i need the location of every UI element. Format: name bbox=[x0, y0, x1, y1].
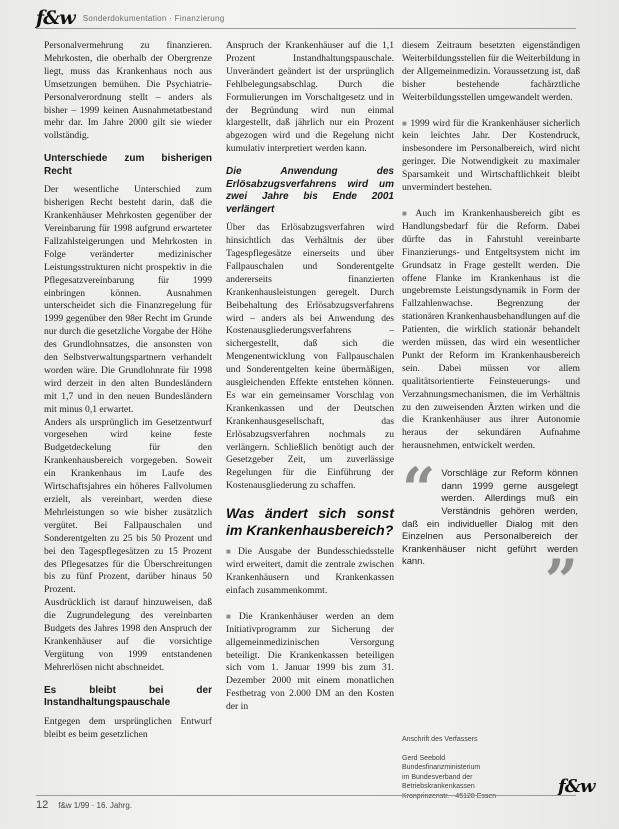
issue-label: f&w 1/99 · 16. Jahrg. bbox=[58, 800, 133, 810]
paragraph: Anspruch der Krankenhäuser auf die 1,1 Prozent Instandhaltungspauschale. Unverändert geändert ist der ursprünglich Fehlbelegungsabschlag. Durch die Formulierungen im Vorschaltgesetz und in der Begründung wird nun einmal klargestellt, daß jährlich nur ein Prozent abgezogen wird und die Regelung nicht kumulativ interpretiert werden kann. bbox=[226, 40, 394, 155]
section-heading: Es bleibt bei der Instandhaltungspauschale bbox=[44, 684, 212, 709]
paragraph-text: 1999 wird für die Krankenhäuser sicherlich kein leichtes Jahr. Der Kostendruck, insbesondere im Personalbereich, wird nicht geringer. Die Notwendigkeit zu maximaler Sparsamkeit und Wirtschaftlichkeit bleibt unvermindert bestehen. bbox=[402, 117, 580, 194]
major-heading: Was ändert sich sonst im Krankenhausbereich? bbox=[226, 505, 394, 538]
paragraph: diesem Zeitraum besetzten eigenständigen Weiterbildungsstellen für die Weiterbildung in der Allgemeinmedizin. Voraussetzung ist, daß bisher bestehende fachärztliche Weiterbildungsstellen umgewandelt werden. bbox=[402, 40, 580, 103]
pull-quote-text: Vorschläge zur Reform können dann 1999 gerne ausgelegt werden. Allerdings muß ein Verständnis gehören werden, daß ein individueller Dialog mit den Einzelnen aus Personalbereich der Krankenhäuser nicht geführt werden kann. bbox=[402, 467, 578, 567]
magazine-logo: f&w bbox=[36, 7, 75, 29]
paragraph-text: Auch im Krankenhausbereich gibt es Handlungsbedarf für die Reform. Dabei dürfte das in Fahrstuhl vereinbarte Finanzierungs- und Entgeltsystem nicht im Grundsatz in Frage gestellt werden. Die offene Flanke im Krankenhaus ist die ungebremste Leistungsdynamik in Form der Fallzahlenwachse. Begrenzung der stationären Krankenhausbehandlungen auf die Patienten, die wirklich stationär behandelt werden müssen, das wird ein wesentlicher Punkt der Reform im Krankenhausbereich sein. Dabei müssen vor allem qualitätsorientierte Feinsteuerungs- und Verzahnungsmechanismen, die im Verhältnis zu den zuweisenden Ärzten wirken und die die Krankenhäuser aus ihrer Autonomie heraus der sekundären Aufnahme herausnehmen, entwickelt werden. bbox=[402, 207, 580, 452]
bullet-paragraph bbox=[226, 546, 394, 598]
footer-logo: f&w bbox=[558, 776, 595, 797]
bullet-paragraph bbox=[226, 611, 394, 714]
author-box bbox=[402, 735, 542, 801]
text-column-1 bbox=[44, 40, 212, 742]
author-address-line: im Bundesverband der Betriebskrankenkassen bbox=[402, 773, 475, 790]
page-header bbox=[36, 8, 576, 29]
author-role-label: Anschrift des Verfassers bbox=[402, 736, 478, 743]
paragraph: Ausdrücklich ist darauf hinzuweisen, daß die Zugrundelegung des vereinbarten Budgets des Jahres 1998 den Anspruch der Krankenhäuser auf die vorsichtige Vergütung von 1999 entstandenen Mehrerlösen nicht abschneidet. bbox=[44, 597, 212, 673]
page-number: 12 bbox=[36, 799, 49, 811]
bullet-icon: ■ bbox=[226, 611, 236, 621]
paragraph: Entgegen dem ursprünglichen Entwurf bleibt es beim gesetzlichen bbox=[44, 715, 212, 740]
paragraph: Über das Erlösabzugsverfahren wird hinsichtlich das Verhältnis der über Tagespflegesätze einerseits und über Fallpauschalen und Sonderentgelte andererseits finanzierten Krankenhausleistungen geregelt. Durch Beibehaltung des Erlösabzugsverfahrens wird – anders als bei Anwendung des Kostenausgliederungsverfahrens – sichergestellt, daß sich die Mengenentwicklung von Fallpauschalen und Sonderentgelten keine übermäßigen, ausgleichenden Effekte entstehen können. Es war ein gemeinsamer Vorschlag von Krankenkassen und der Deutschen Krankenhausgesellschaft, das Erlösabzugsverfahren nochmals zu verlängern. Schließlich benötigt auch der Gesetzgeber Zeit, um zuverlässige Regelungen für die Einführung der Kostenausgliederung zu schaffen. bbox=[226, 222, 394, 492]
section-heading: Unterschiede zum bisherigen Recht bbox=[44, 153, 212, 177]
author-address-line: Bundesfinanzministerium bbox=[402, 764, 481, 771]
bullet-icon: ■ bbox=[226, 547, 235, 557]
paragraph-text: Die Krankenhäuser werden an dem Initiativprogramm zur Sicherung der allgemeinmedizinischen Versorgung beteiligt. Die Krankenkassen beteiligen sich vom 1. Januar 1999 bis zum 31. Dezember 2000 mit einem monatlichen Festbetrag von 2.000 DM an den Kosten der in bbox=[226, 610, 394, 713]
bullet-paragraph bbox=[402, 208, 580, 453]
open-quote-icon: “ bbox=[402, 455, 436, 524]
close-quote-icon: ” bbox=[544, 547, 578, 616]
paragraph: Personalvermehrung zu finanzieren. Mehrkosten, die oberhalb der Obergrenze liegt, muss das Krankenhaus noch aus Umsetzungen bemühen. Die Psychiatrie-Personalverordnung stellt – anders als bisher – 1999 keinen Ausnahmetatbestand mehr dar. Im Jahre 2000 gilt sie wieder vollständig. bbox=[44, 40, 212, 142]
header-section-label: Sonderdokumentation · Finanzierung bbox=[82, 13, 225, 23]
text-column-2 bbox=[226, 40, 394, 714]
section-heading: Die Anwendung des Erlösabzugsverfahrens wird um zwei Jahre bis Ende 2001 verlängert bbox=[226, 166, 394, 215]
paragraph: Anders als ursprünglich im Gesetzentwurf vorgesehen wird keine feste Budgetdeckelung für den Krankenhausbereich vorgegeben. Soweit ein Krankenhaus im Laufe des Wirtschaftsjahres ein höheres Fallvolumen erzielt, als vereinbart, werden diese Mehrleistungen so wie bisher zusätzlich vergütet. Bei Fallpauschalen und Sonderentgelten zu 25 bis 50 Prozent und bei den Tagespflegesätzen zu 15 Prozent des Pflegesatzes für die Überschreitungen bis zu fünf Prozent, darüber hinaus 50 Prozent. bbox=[44, 416, 212, 596]
bullet-icon: ■ bbox=[402, 208, 413, 218]
text-column-3 bbox=[402, 40, 580, 616]
page-footer bbox=[36, 795, 576, 814]
pull-quote bbox=[402, 455, 580, 616]
paragraph-text: Die Ausgabe der Bundesschiedsstelle wird erweitert, damit die zentrale zwischen Krankenhäusern und Krankenkassen einfach zusammenkommt. bbox=[226, 546, 394, 596]
author-address-line: Kronprinzenstr. · 45128 Essen bbox=[402, 792, 497, 800]
bullet-icon: ■ bbox=[402, 118, 408, 128]
bullet-paragraph bbox=[402, 118, 580, 195]
paragraph: Der wesentliche Unterschied zum bisherigen Recht besteht darin, daß die Krankenhäuser Mehrkosten gegenüber der Vereinbarung für 1998 aufgrund erwarteter Fallzahlsteigerungen und Mehrkosten in Folge veränderter medizinischer Leistungsstrukturen nicht prospektiv in die Pflegesatzvereinbarung für 1999 einbringen können. Ausnahmen unterscheidet sich die Finanzregelung für 1999 gegenüber den 98er Recht im Grunde nur durch die gesetzliche Vorgabe der Höhe des Grundlohnsatzes, die ansonsten von den Selbstverwaltungspartnern verhandelt worden wäre. Die Grundlohnrate für 1998 wird derzeit in den alten Bundesländern mit 1,7 und in den neuen Bundesländern mit minus 0,1 erwartet. bbox=[44, 184, 212, 415]
author-name: Gerd Seebold bbox=[402, 754, 446, 762]
